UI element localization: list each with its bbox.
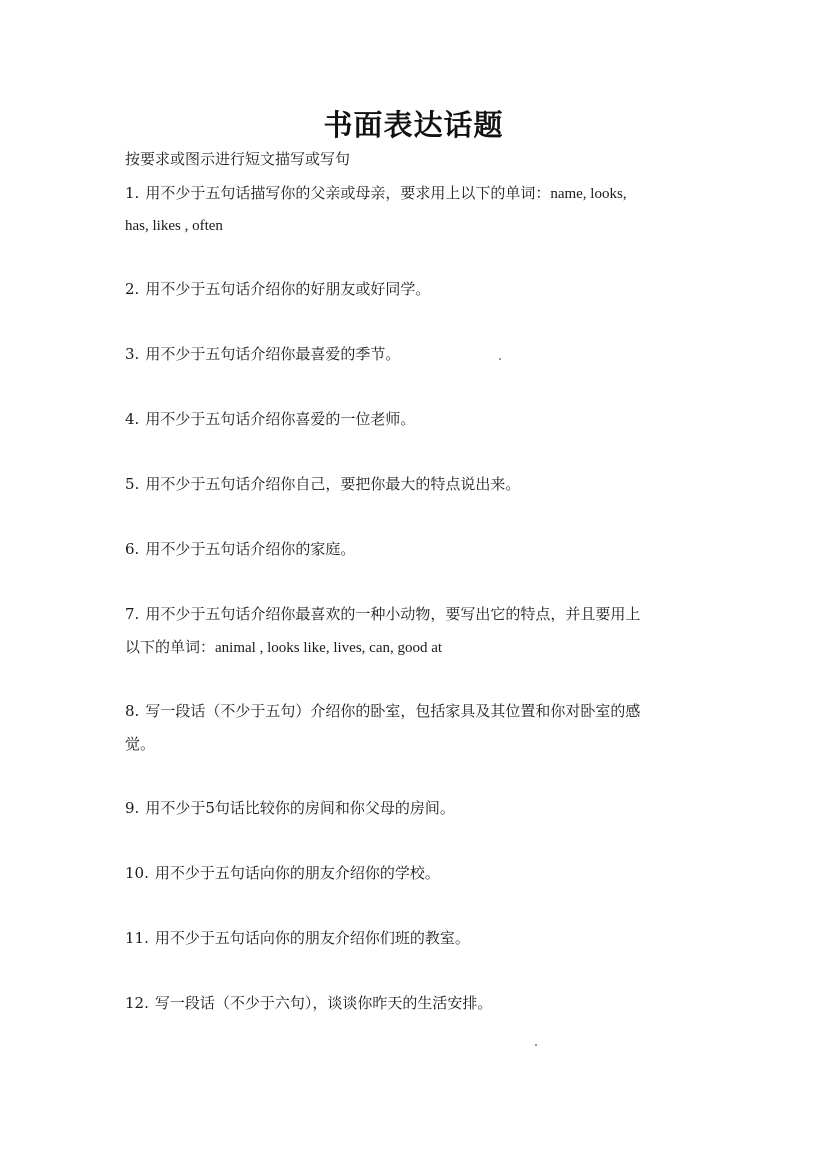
question-6 xyxy=(125,538,725,560)
question-number: 2. xyxy=(125,280,140,298)
question-text: 写一段话（不少于六句），谈谈你昨天的生活安排。 xyxy=(154,994,493,1012)
question-number: 1. xyxy=(125,184,140,202)
question-words: has, likes , often xyxy=(125,218,223,234)
question-2 xyxy=(125,278,725,300)
question-10 xyxy=(125,862,725,884)
question-words: animal , looks like, lives, can, good at xyxy=(215,640,443,656)
question-1-continued xyxy=(125,214,725,237)
question-text: 用不少于五句话描写你的父亲或母亲，要求用上以下的单词： xyxy=(145,184,551,202)
question-7 xyxy=(125,603,725,625)
question-4 xyxy=(125,408,725,430)
question-12 xyxy=(125,992,725,1014)
question-7-continued xyxy=(125,636,725,659)
question-11 xyxy=(125,927,725,949)
stray-dot xyxy=(535,1044,537,1046)
question-text: 用不少于五句话向你的朋友介绍你的学校。 xyxy=(154,864,440,882)
question-text: 用不少于五句话介绍你最喜爱的季节。 xyxy=(145,345,401,363)
question-text: 以下的单词： xyxy=(125,638,216,656)
subtitle: 按要求或图示进行短文描写或写句 xyxy=(125,150,351,168)
question-number: 5. xyxy=(125,475,140,493)
question-number: 4. xyxy=(125,410,140,428)
question-9 xyxy=(125,797,725,819)
question-text: 用不少于五句话介绍你的好朋友或好同学。 xyxy=(145,280,431,298)
question-5 xyxy=(125,473,725,495)
question-text: 用不少于五句话介绍你自己，要把你最大的特点说出来。 xyxy=(145,475,521,493)
page-title: 书面表达话题 xyxy=(323,108,504,142)
question-text: 觉。 xyxy=(125,735,156,753)
question-1 xyxy=(125,182,725,205)
question-number: 6. xyxy=(125,540,140,558)
question-text: 用不少于5句话比较你的房间和你父母的房间。 xyxy=(145,799,455,817)
question-words: name, looks, xyxy=(550,186,627,202)
question-3 xyxy=(125,343,725,365)
question-number: 11. xyxy=(125,929,149,947)
question-8-continued xyxy=(125,733,725,755)
question-number: 9. xyxy=(125,799,140,817)
question-number: 8. xyxy=(125,702,140,720)
question-8 xyxy=(125,700,725,722)
question-number: 10. xyxy=(125,864,149,882)
question-text: 用不少于五句话向你的朋友介绍你们班的教室。 xyxy=(154,929,470,947)
question-text: 用不少于五句话介绍你的家庭。 xyxy=(145,540,356,558)
question-text: 写一段话（不少于五句）介绍你的卧室，包括家具及其位置和你对卧室的感 xyxy=(145,702,641,720)
stray-dot xyxy=(499,358,501,360)
question-number: 7. xyxy=(125,605,140,623)
question-text: 用不少于五句话介绍你最喜欢的一种小动物，要写出它的特点，并且要用上 xyxy=(145,605,641,623)
question-number: 12. xyxy=(125,994,149,1012)
question-number: 3. xyxy=(125,345,140,363)
question-text: 用不少于五句话介绍你喜爱的一位老师。 xyxy=(145,410,416,428)
